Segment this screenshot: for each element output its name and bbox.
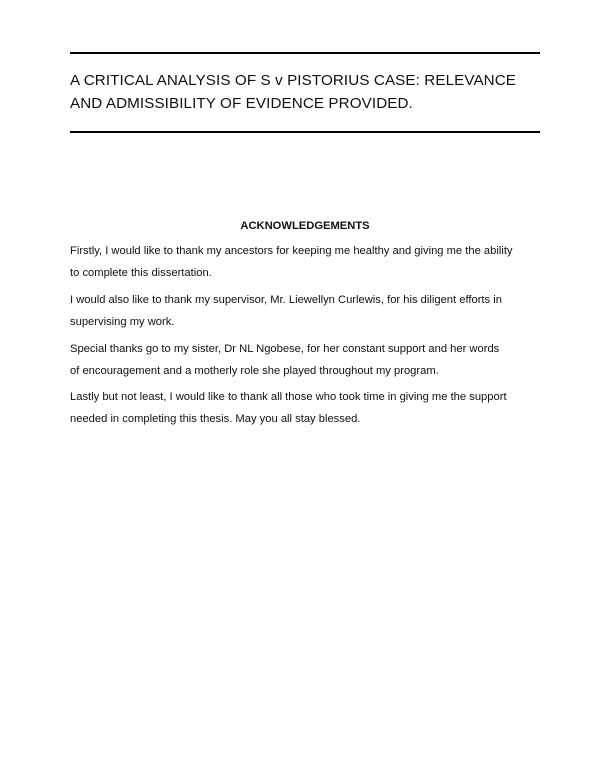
paragraph-4-line-2: needed in completing this thesis. May you all stay blessed. — [70, 412, 361, 425]
title-line-1: A CRITICAL ANALYSIS OF S v PISTORIUS CASE: RELEVANCE — [70, 72, 517, 89]
acknowledgement-paragraph-4 — [70, 387, 540, 430]
document-title — [70, 69, 550, 115]
acknowledgement-paragraph-1 — [70, 241, 540, 284]
acknowledgement-paragraph-2 — [70, 290, 540, 333]
paragraph-1-line-1: Firstly, I would like to thank my ancestors for keeping me healthy and giving me the ability — [70, 245, 513, 257]
acknowledgement-paragraph-3 — [70, 339, 540, 382]
paragraph-2-line-1: I would also like to thank my supervisor, Mr. Liewellyn Curlewis, for his diligent efforts in — [70, 294, 502, 306]
paragraph-2-line-2: supervising my work. — [70, 315, 175, 328]
paragraph-3-line-1: Special thanks go to my sister, Dr NL Ngobese, for her constant support and her words — [70, 343, 500, 355]
paragraph-1-line-2: to complete this dissertation. — [70, 266, 212, 279]
title-bottom-rule — [70, 131, 540, 133]
title-top-rule — [70, 52, 540, 54]
acknowledgements-heading: ACKNOWLEDGEMENTS — [240, 220, 370, 232]
paragraph-4-line-1: Lastly but not least, I would like to thank all those who took time in giving me the support — [70, 391, 507, 403]
paragraph-3-line-2: of encouragement and a motherly role she played throughout my program. — [70, 364, 439, 377]
title-line-2: AND ADMISSIBILITY OF EVIDENCE PROVIDED. — [70, 95, 413, 112]
